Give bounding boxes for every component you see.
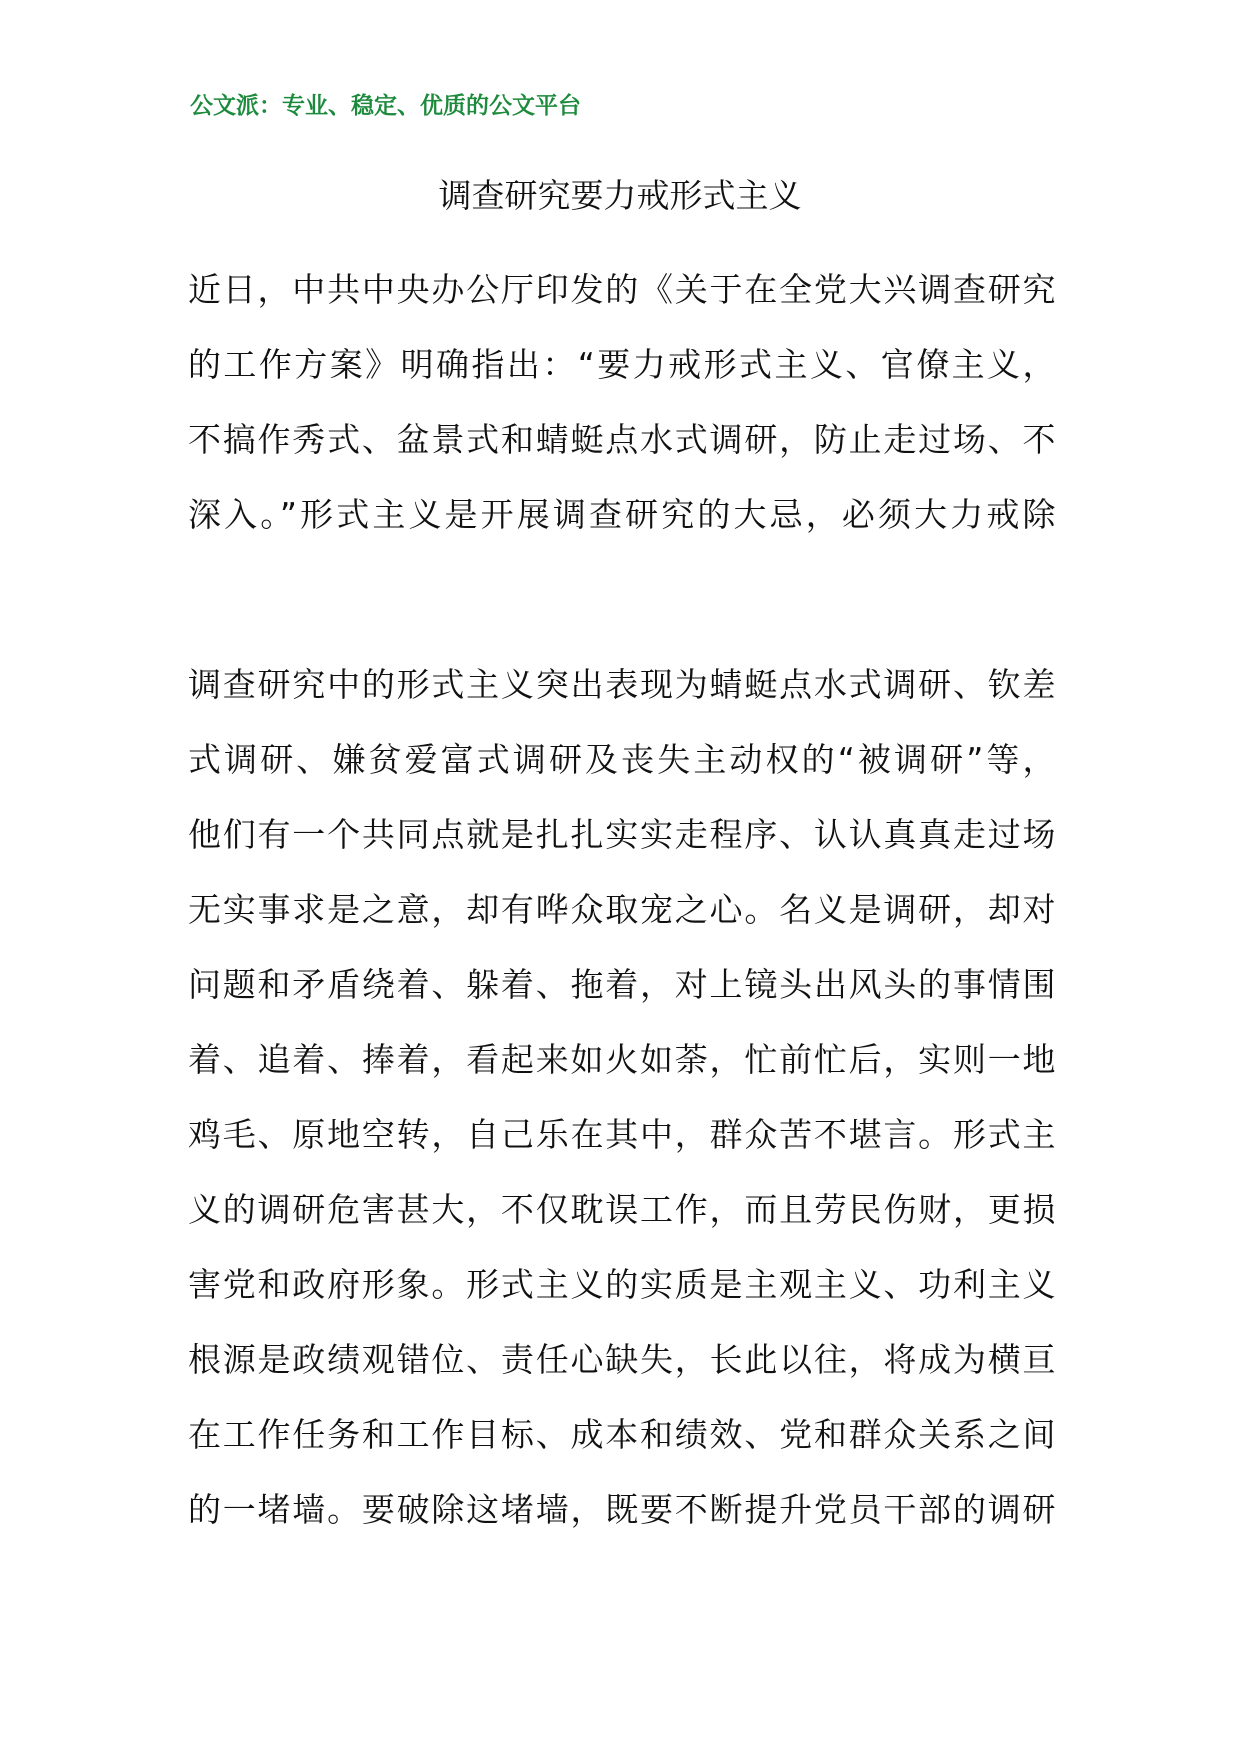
- paragraph-line: 无实事求是之意，却有哗众取宠之心。名义是调研，却对: [188, 890, 1056, 929]
- paragraph-line: 的一堵墙。要破除这堵墙，既要不断提升党员干部的调研: [188, 1490, 1056, 1529]
- paragraph-line: 式调研、嫌贫爱富式调研及丧失主动权的“被调研”等，: [188, 740, 1056, 779]
- paragraph-line: 义的调研危害甚大，不仅耽误工作，而且劳民伤财，更损: [188, 1190, 1056, 1229]
- paragraph-line: 的工作方案》明确指出：“要力戒形式主义、官僚主义，: [188, 345, 1056, 384]
- paragraph-line: 调查研究中的形式主义突出表现为蜻蜓点水式调研、钦差: [188, 665, 1056, 704]
- header-brand-text: 公文派：专业、稳定、优质的公文平台: [190, 93, 581, 119]
- paragraph-line: 问题和矛盾绕着、躲着、拖着，对上镜头出风头的事情围: [188, 965, 1056, 1004]
- document-title: 调查研究要力戒形式主义: [438, 176, 802, 215]
- paragraph-line: 害党和政府形象。形式主义的实质是主观主义、功利主义: [188, 1265, 1056, 1304]
- paragraph-line: 深入。”形式主义是开展调查研究的大忌，必须大力戒除: [188, 495, 1056, 534]
- paragraph-line: 根源是政绩观错位、责任心缺失，长此以往，将成为横亘: [188, 1340, 1056, 1379]
- paragraph-line: 近日，中共中央办公厅印发的《关于在全党大兴调查研究: [188, 270, 1056, 309]
- paragraph-1: [188, 252, 1056, 552]
- paragraph-line: 他们有一个共同点就是扎扎实实走程序、认认真真走过场: [188, 815, 1056, 854]
- paragraph-2: [188, 647, 1056, 1547]
- paragraph-line: 鸡毛、原地空转，自己乐在其中，群众苦不堪言。形式主: [188, 1115, 1056, 1154]
- paragraph-line: 在工作任务和工作目标、成本和绩效、党和群众关系之间: [188, 1415, 1056, 1454]
- paragraph-line: 着、追着、捧着，看起来如火如荼，忙前忙后，实则一地: [188, 1040, 1056, 1079]
- paragraph-line: 不搞作秀式、盆景式和蜻蜓点水式调研，防止走过场、不: [188, 420, 1056, 459]
